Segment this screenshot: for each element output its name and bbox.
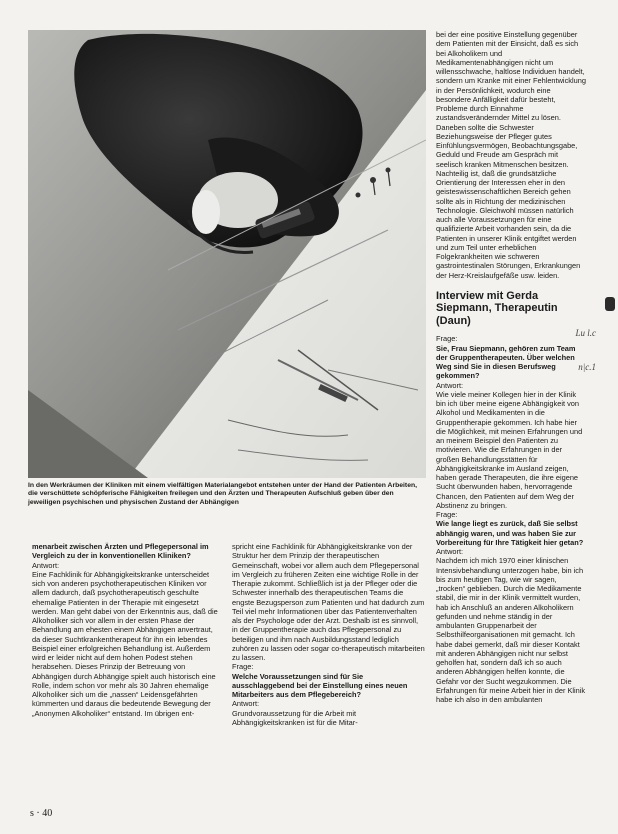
paragraph: spricht eine Fachklinik für Abhängigkeitskranke von der Struktur her dem Prinzip der therapeutischen Gemeinschaft, wobei vor allem auch dem Pflegepersonal im Vergleich zu früheren Zeiten eine wichtige Rolle in der Therapie zukommt. Schließlich ist ja der Pfleger oder die Schwester innerhalb des therapeutischen Teams die engste Bezugsperson zum Patienten und hat dadurch zum Teil viel mehr Informationen über das Patientenverhalten als der Psychologe oder der Arzt. Deshalb ist es sinnvoll, in der Gruppentherapie auch das Pflegepersonal zu beteiligen und ihm nach Ausbildungsstand lediglich zuhören zu lassen oder sogar co-therapeutisch mitarbeiten zu lassen. xyxy=(232,542,425,662)
antwort-label: Antwort: xyxy=(436,547,464,556)
answer: Grundvoraussetzung für die Arbeit mit Abhängigkeitskranken ist für die Mitar- xyxy=(232,708,358,727)
handwritten-mark: Lu l.c xyxy=(575,328,596,338)
page-number: s · 40 xyxy=(30,808,53,819)
frage-label: Frage: xyxy=(232,662,254,672)
question: menarbeit zwischen Ärzten und Pflegepersonal im Vergleich zu der in konventionellen Kliniken? xyxy=(32,542,209,561)
answer: Nachdem ich mich 1970 einer klinischen Intensivbehandlung unterzogen habe, bin ich bis zum heutigen Tag, wie wir sagen, „trocken“ geblieben. Durch die Medikamente stabil, die mir in der Klinik vermittelt wurden, hab ich Anschluß an anderen Alkoholikern gefunden und nehme ständig in der ambulanten Gruppenarbeit der Selbsthilfeorganisationen mit gemacht. Ich habe dabei gemerkt, daß mir dieser Kontakt mit anderen Abhängigen nicht nur selbst geholfen hat, sondern daß ich so auch anderen Abhängigen helfen konnte, die Gefahr vor der Sucht wegzukommen. Die Erfahrungen für meine Arbeit hier in der Klinik habe ich also in den ambulanten xyxy=(436,556,586,704)
right-column xyxy=(436,30,586,704)
answer: Wie viele meiner Kollegen hier in der Klinik bin ich über meine eigene Abhängigkeit von Alkohol und Medikamenten in die Gruppentherapie gekommen. Ich habe hier die Möglichkeit, mit meinen Erfahrungen und an meinem Beispiel den Patienten zu motivieren. Wie die Erfahrungen in der großen Behandlungsstätten für Abhängigkeitskranke im Ausland zeigen, haben gerade Therapeuten, die ihre eigene Sucht überwunden haben, hervorragende Chancen, den Patienten auf dem Weg der Abstinenz zu bringen. xyxy=(436,389,583,510)
page-tab-marker xyxy=(605,297,615,311)
middle-column xyxy=(232,542,425,727)
frage-label: Frage: xyxy=(436,334,458,344)
handwritten-mark: n|c.1 xyxy=(578,362,596,372)
answer: Eine Fachklinik für Abhängigkeitskranke unterscheidet sich von anderen psychotherapeutischen Kliniken vor allem dadurch, daß psychotherapeutisch geschulte ehemalige Patienten in der Therapie mit eingesetzt werden. Man geht dabei von der Erkenntnis aus, daß die Alkoholiker sich vor allem in der ersten Phase der Behandlung am ehesten einem Abhängigen anvertraut, da dieser Suchtkrankentherapeut für ihn ein lebendes Beispiel einer erfolgreichen Behandlung ist. Außerdem wird er leider nicht auf dem hohen Podest stehen herabsehen. Dieses Prinzip der Betreuung von Abhängigen durch Abhängige spielt auch historisch eine Rolle, indem schon vor mehr als 30 Jahren ehemalige Alkoholiker sich um die „nassen“ Leidensgefährten kümmerten und daraus die bedeutende Bewegung der „Anonymen Alkoholiker“ entstand. Im übrigen ent- xyxy=(32,569,218,718)
antwort-label: Antwort: xyxy=(436,380,464,390)
antwort-label: Antwort: xyxy=(32,560,60,570)
frage-label: Frage: xyxy=(436,510,458,519)
paragraph: bei der eine positive Einstellung gegenüber dem Patienten mit der Einsicht, daß es sich bei Alkoholikern und Medikamentenabhängigen nicht um willensschwache, haltlose Individuen handelt, sondern um Kranke mit einer Fehlentwicklung in der Persönlichkeit, wodurch eine besondere Anfälligkeit dafür besteht, Probleme durch Einnahme zustandsverändernder Mittel zu lösen. Daneben sollte die Schwester Beziehungsweise der Pfleger gutes Einfühlungsvermögen, Beobachtungsgabe, Geduld und Freude am Gespräch mit seelisch kranken Mitmenschen besitzen. Nachteilig ist, daß die grundsätzliche Orientierung der Interessen eher in den geisteswissenschaftlichen Bereich gehen sollte als in Richtung der medizinischen Technologie. Gleichwohl müssen natürlich auch alle Voraussetzungen für eine qualifizierte Arbeit vorhanden sein, da die Patienten in unserer Klinik entgiftet werden und zum Teil unter erheblichen Folgekrankheiten wie schweren gastrointestinalen Störungen, Erkrankungen der Herz-Kreislaufgefäße usw. leiden. xyxy=(436,30,586,280)
interview-heading: Interview mit Gerda Siepmann, Therapeutin (Daun) xyxy=(436,289,558,327)
workshop-photo xyxy=(28,30,426,478)
question: Wie lange liegt es zurück, daß Sie selbst abhängig waren, und was haben Sie zur Vorbereitung für Ihre Tätigkeit hier getan? xyxy=(436,519,584,547)
left-column xyxy=(32,542,222,718)
question: Welche Voraussetzungen sind für Sie ausschlaggebend bei der Einstellung eines neuen Mitarbeiters aus dem Pflegebereich? xyxy=(232,671,408,699)
question: Sie, Frau Siepmann, gehören zum Team der Gruppentherapeuten. Über welchen Weg sind Sie in diesen Berufsweg gekommen? xyxy=(436,343,576,381)
antwort-label: Antwort: xyxy=(232,699,260,709)
photo-caption: In den Werkräumen der Kliniken mit einem vielfältigen Materialangebot entstehen unter der Hand der Patienten Arbeiten, die verschüttete schöpferische Fähigkeiten freilegen und den Ärzten und Therapeuten Aufschluß geben über den jeweiligen psychischen und physischen Zustand der Abhängigen xyxy=(28,482,418,506)
